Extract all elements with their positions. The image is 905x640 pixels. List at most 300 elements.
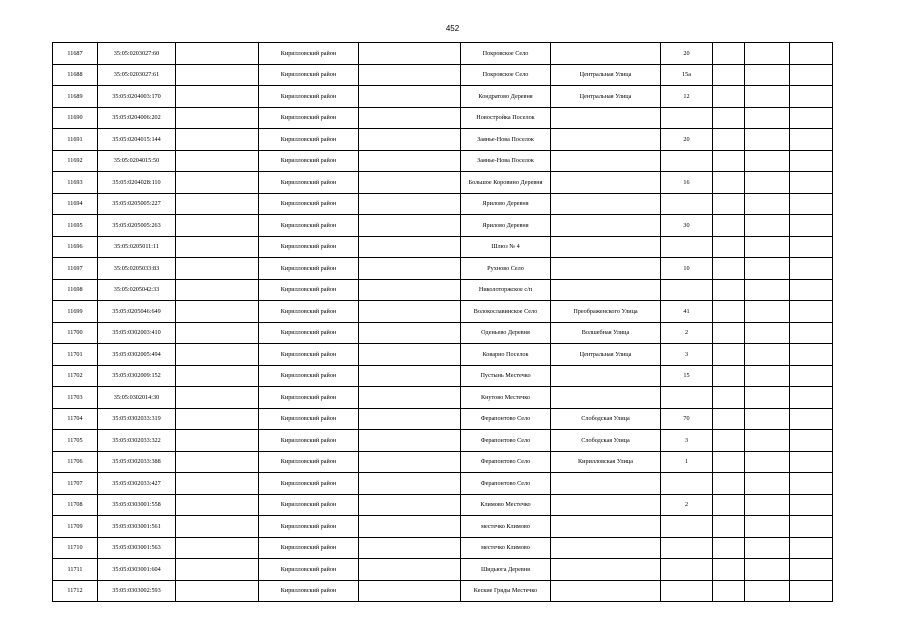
locality-cell: Покровское Село [461,64,551,86]
cadastral-number-cell: 35:05:0303002:593 [98,580,176,602]
district-cell: Кирилловский район [259,43,359,65]
street-cell [551,236,661,258]
locality-cell: Большое Коровино Деревня [461,172,551,194]
empty-cell [745,537,790,559]
table-row [53,580,833,602]
locality-cell: Коварно Поселок [461,344,551,366]
empty-cell [176,64,259,86]
district-cell: Кирилловский район [259,172,359,194]
empty-cell [176,473,259,495]
table-row [53,494,833,516]
house-number-cell [661,193,713,215]
house-number-cell: 12 [661,86,713,108]
district-cell: Кирилловский район [259,215,359,237]
street-cell: Слободская Улица [551,430,661,452]
street-cell [551,129,661,151]
table-row [53,150,833,172]
table-row [53,365,833,387]
empty-cell [790,279,833,301]
cadastral-number-cell: 35:05:0205042:33 [98,279,176,301]
empty-cell [359,537,461,559]
empty-cell [359,301,461,323]
table-row [53,473,833,495]
cadastral-number-cell: 35:05:0204003:170 [98,86,176,108]
empty-cell [713,537,745,559]
empty-cell [745,408,790,430]
empty-cell [176,86,259,108]
empty-cell [745,107,790,129]
street-cell: Кирилловская Улица [551,451,661,473]
house-number-cell: 1 [661,451,713,473]
empty-cell [713,365,745,387]
empty-cell [359,150,461,172]
empty-cell [745,473,790,495]
cadastral-number-cell: 35:05:0302014:30 [98,387,176,409]
cadastral-number-cell: 35:05:0203027:60 [98,43,176,65]
district-cell: Кирилловский район [259,258,359,280]
empty-cell [745,150,790,172]
empty-cell [745,279,790,301]
district-cell: Кирилловский район [259,107,359,129]
street-cell [551,107,661,129]
cadastral-number-cell: 35:05:0204006:202 [98,107,176,129]
empty-cell [745,344,790,366]
cadastral-number-cell: 35:05:0205033:83 [98,258,176,280]
empty-cell [359,172,461,194]
district-cell: Кирилловский район [259,365,359,387]
house-number-cell: 2 [661,322,713,344]
empty-cell [713,473,745,495]
street-cell [551,559,661,581]
empty-cell [745,387,790,409]
locality-cell: Волокославинское Село [461,301,551,323]
locality-cell: Кеские Гряды Местечко [461,580,551,602]
locality-cell: Заянье-Нова Поселок [461,129,551,151]
house-number-cell: 20 [661,129,713,151]
empty-cell [713,43,745,65]
locality-cell: Ферапонтово Село [461,473,551,495]
locality-cell: Шидьюга Деревня [461,559,551,581]
cadastral-number-cell: 35:05:0205011:11 [98,236,176,258]
table-row [53,344,833,366]
empty-cell [790,344,833,366]
cadastral-number-cell: 35:05:0302033:427 [98,473,176,495]
table-row [53,408,833,430]
empty-cell [713,516,745,538]
empty-cell [745,559,790,581]
empty-cell [713,430,745,452]
district-cell: Кирилловский район [259,322,359,344]
empty-cell [176,150,259,172]
row-number-cell: 11700 [53,322,98,344]
row-number-cell: 11690 [53,107,98,129]
empty-cell [176,451,259,473]
table-row [53,387,833,409]
empty-cell [790,580,833,602]
empty-cell [176,430,259,452]
empty-cell [359,494,461,516]
district-cell: Кирилловский район [259,279,359,301]
empty-cell [713,301,745,323]
row-number-cell: 11708 [53,494,98,516]
district-cell: Кирилловский район [259,344,359,366]
cadastral-number-cell: 35:05:0303001:604 [98,559,176,581]
empty-cell [176,258,259,280]
district-cell: Кирилловский район [259,129,359,151]
empty-cell [790,516,833,538]
empty-cell [359,279,461,301]
empty-cell [745,258,790,280]
empty-cell [176,494,259,516]
table-row [53,43,833,65]
street-cell [551,494,661,516]
empty-cell [790,172,833,194]
empty-cell [745,193,790,215]
street-cell [551,387,661,409]
table-row [53,279,833,301]
empty-cell [713,580,745,602]
empty-cell [745,430,790,452]
empty-cell [713,64,745,86]
row-number-cell: 11704 [53,408,98,430]
empty-cell [176,387,259,409]
house-number-cell: 3 [661,430,713,452]
street-cell [551,580,661,602]
empty-cell [359,387,461,409]
street-cell [551,43,661,65]
empty-cell [359,129,461,151]
street-cell [551,516,661,538]
cadastral-number-cell: 35:05:0205005:263 [98,215,176,237]
cadastral-number-cell: 35:05:0302033:388 [98,451,176,473]
empty-cell [713,258,745,280]
empty-cell [359,107,461,129]
district-cell: Кирилловский район [259,86,359,108]
empty-cell [790,129,833,151]
house-number-cell [661,559,713,581]
locality-cell: Пустынь Местечко [461,365,551,387]
cadastral-number-cell: 35:05:0302009:152 [98,365,176,387]
row-number-cell: 11687 [53,43,98,65]
row-number-cell: 11710 [53,537,98,559]
empty-cell [176,301,259,323]
locality-cell: Шлюз № 4 [461,236,551,258]
table-row [53,258,833,280]
locality-cell: Новостройка Поселок [461,107,551,129]
house-number-cell: 15 [661,365,713,387]
empty-cell [713,193,745,215]
page-number: 452 [445,24,460,33]
registry-rows [53,43,833,602]
empty-cell [790,473,833,495]
empty-cell [713,344,745,366]
row-number-cell: 11689 [53,86,98,108]
empty-cell [790,537,833,559]
house-number-cell [661,387,713,409]
row-number-cell: 11695 [53,215,98,237]
street-cell: Волшебная Улица [551,322,661,344]
empty-cell [790,86,833,108]
empty-cell [713,322,745,344]
district-cell: Кирилловский район [259,537,359,559]
empty-cell [713,107,745,129]
row-number-cell: 11705 [53,430,98,452]
empty-cell [359,215,461,237]
street-cell [551,172,661,194]
empty-cell [359,516,461,538]
empty-cell [176,279,259,301]
empty-cell [745,43,790,65]
cadastral-number-cell: 35:05:0204015:50 [98,150,176,172]
locality-cell: Климово Местечко [461,494,551,516]
street-cell [551,215,661,237]
street-cell: Центральная Улица [551,86,661,108]
empty-cell [713,559,745,581]
empty-cell [745,172,790,194]
locality-cell: местечко Климово [461,516,551,538]
empty-cell [359,258,461,280]
district-cell: Кирилловский район [259,387,359,409]
empty-cell [790,107,833,129]
empty-cell [790,408,833,430]
empty-cell [359,408,461,430]
registry-table [52,42,833,602]
row-number-cell: 11699 [53,301,98,323]
empty-cell [713,451,745,473]
empty-cell [745,451,790,473]
row-number-cell: 11706 [53,451,98,473]
district-cell: Кирилловский район [259,516,359,538]
empty-cell [790,215,833,237]
table-row [53,559,833,581]
row-number-cell: 11693 [53,172,98,194]
row-number-cell: 11694 [53,193,98,215]
district-cell: Кирилловский район [259,559,359,581]
empty-cell [790,387,833,409]
row-number-cell: 11709 [53,516,98,538]
empty-cell [176,215,259,237]
district-cell: Кирилловский район [259,301,359,323]
locality-cell: Покровское Село [461,43,551,65]
district-cell: Кирилловский район [259,580,359,602]
empty-cell [176,365,259,387]
empty-cell [713,494,745,516]
house-number-cell: 10 [661,258,713,280]
empty-cell [176,193,259,215]
empty-cell [713,236,745,258]
locality-cell: Кондратово Деревня [461,86,551,108]
table-row [53,516,833,538]
empty-cell [359,451,461,473]
locality-cell: Ферапонтово Село [461,408,551,430]
cadastral-number-cell: 35:05:0302003:410 [98,322,176,344]
row-number-cell: 11701 [53,344,98,366]
locality-cell: Заянье-Нова Поселок [461,150,551,172]
empty-cell [713,129,745,151]
empty-cell [176,322,259,344]
empty-cell [790,193,833,215]
table-row [53,430,833,452]
empty-cell [790,150,833,172]
street-cell: Преображенского Улица [551,301,661,323]
empty-cell [359,559,461,581]
empty-cell [713,150,745,172]
street-cell [551,258,661,280]
house-number-cell: 70 [661,408,713,430]
row-number-cell: 11692 [53,150,98,172]
table-row [53,193,833,215]
empty-cell [790,451,833,473]
district-cell: Кирилловский район [259,150,359,172]
empty-cell [176,580,259,602]
empty-cell [745,516,790,538]
table-row [53,322,833,344]
empty-cell [790,64,833,86]
row-number-cell: 11697 [53,258,98,280]
empty-cell [176,559,259,581]
empty-cell [713,279,745,301]
district-cell: Кирилловский район [259,430,359,452]
cadastral-number-cell: 35:05:0302033:319 [98,408,176,430]
empty-cell [790,322,833,344]
district-cell: Кирилловский район [259,451,359,473]
house-number-cell [661,150,713,172]
table-row [53,86,833,108]
locality-cell: Рухново Село [461,258,551,280]
empty-cell [176,516,259,538]
district-cell: Кирилловский район [259,236,359,258]
row-number-cell: 11702 [53,365,98,387]
cadastral-number-cell: 35:05:0302033:322 [98,430,176,452]
table-row [53,236,833,258]
locality-cell: Ферапонтово Село [461,430,551,452]
house-number-cell: 20 [661,43,713,65]
locality-cell: Ярилово Деревня [461,193,551,215]
street-cell [551,473,661,495]
empty-cell [790,43,833,65]
empty-cell [745,64,790,86]
locality-cell: Ферапонтово Село [461,451,551,473]
empty-cell [790,236,833,258]
locality-cell: Оденьево Деревня [461,322,551,344]
empty-cell [790,559,833,581]
locality-cell: Ярилово Деревня [461,215,551,237]
cadastral-number-cell: 35:05:0205046:649 [98,301,176,323]
empty-cell [176,408,259,430]
row-number-cell: 11688 [53,64,98,86]
empty-cell [176,236,259,258]
street-cell [551,193,661,215]
house-number-cell [661,537,713,559]
street-cell: Центральная Улица [551,64,661,86]
cadastral-number-cell: 35:05:0303001:558 [98,494,176,516]
district-cell: Кирилловский район [259,408,359,430]
empty-cell [359,430,461,452]
empty-cell [359,580,461,602]
empty-cell [359,236,461,258]
house-number-cell [661,473,713,495]
empty-cell [745,129,790,151]
empty-cell [176,43,259,65]
street-cell [551,365,661,387]
empty-cell [176,344,259,366]
row-number-cell: 11703 [53,387,98,409]
row-number-cell: 11698 [53,279,98,301]
table-row [53,64,833,86]
empty-cell [176,537,259,559]
house-number-cell [661,580,713,602]
table-row [53,451,833,473]
empty-cell [359,193,461,215]
empty-cell [713,408,745,430]
empty-cell [745,365,790,387]
cadastral-number-cell: 35:05:0204028:110 [98,172,176,194]
street-cell: Слободская Улица [551,408,661,430]
empty-cell [790,258,833,280]
house-number-cell: 15а [661,64,713,86]
table-row [53,537,833,559]
empty-cell [713,86,745,108]
house-number-cell: 3 [661,344,713,366]
row-number-cell: 11691 [53,129,98,151]
street-cell [551,279,661,301]
locality-cell: Николоторжское с/п [461,279,551,301]
empty-cell [359,43,461,65]
empty-cell [745,494,790,516]
empty-cell [359,322,461,344]
empty-cell [745,301,790,323]
empty-cell [359,344,461,366]
empty-cell [176,129,259,151]
empty-cell [790,365,833,387]
empty-cell [713,172,745,194]
row-number-cell: 11707 [53,473,98,495]
row-number-cell: 11711 [53,559,98,581]
house-number-cell [661,516,713,538]
empty-cell [359,473,461,495]
empty-cell [745,236,790,258]
locality-cell: местечко Климово [461,537,551,559]
street-cell [551,537,661,559]
empty-cell [713,215,745,237]
house-number-cell [661,236,713,258]
locality-cell: Кнутово Местечко [461,387,551,409]
empty-cell [359,64,461,86]
empty-cell [359,365,461,387]
empty-cell [176,107,259,129]
house-number-cell [661,279,713,301]
house-number-cell: 30 [661,215,713,237]
district-cell: Кирилловский район [259,473,359,495]
empty-cell [745,86,790,108]
cadastral-number-cell: 35:05:0203027:61 [98,64,176,86]
empty-cell [790,430,833,452]
table-row [53,301,833,323]
district-cell: Кирилловский район [259,193,359,215]
cadastral-number-cell: 35:05:0205005:227 [98,193,176,215]
row-number-cell: 11712 [53,580,98,602]
house-number-cell: 41 [661,301,713,323]
table-row [53,107,833,129]
table-row [53,215,833,237]
house-number-cell: 2 [661,494,713,516]
table-row [53,172,833,194]
cadastral-number-cell: 35:05:0303001:563 [98,537,176,559]
empty-cell [745,580,790,602]
empty-cell [745,215,790,237]
district-cell: Кирилловский район [259,494,359,516]
district-cell: Кирилловский район [259,64,359,86]
